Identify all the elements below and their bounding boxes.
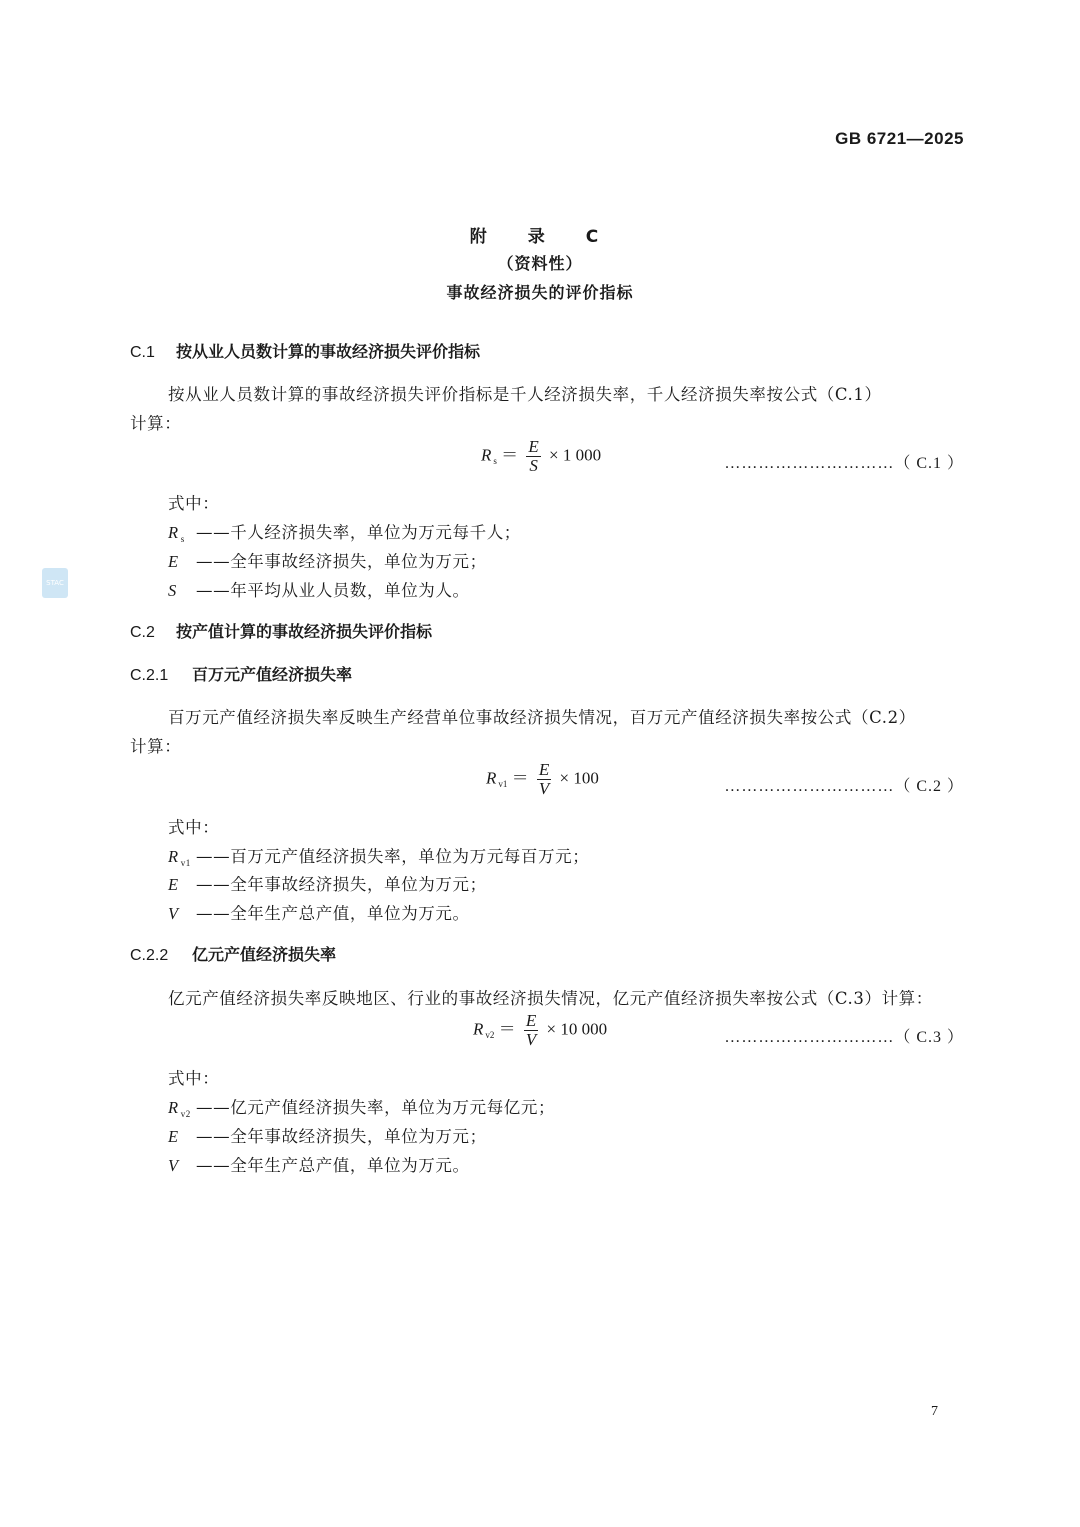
formula-equals: ＝ [501,445,519,465]
equation-number [724,450,964,473]
variable-description: ——亿元产值经济损失率，单位为万元每亿元； [196,1098,556,1117]
variable-symbol: V [168,904,179,923]
fraction-numerator: E [528,437,539,456]
section-title: 亿元产值经济损失率 [192,945,337,964]
formula-multiplier: × 100 [559,768,599,788]
formula-fraction [524,1012,538,1049]
fraction-numerator: E [525,1011,537,1030]
formula-lhs-sub: v1 [498,779,508,790]
variable-definition [168,577,470,601]
section-number: C.2 [130,624,155,641]
equation-label: （ C.3 ） [894,1029,964,1046]
section-c1-heading [130,339,480,362]
paragraph-line: 亿元产值经济损失率反映地区、行业的事故经济损失情况，亿元产值经济损失率按公式（C.3）计算： [168,989,933,1008]
equation-label: （ C.1 ） [894,455,964,472]
variable-symbol: R $_s$ [168,523,185,544]
where-label: 式中： [168,494,220,513]
formula-lhs: R [481,445,492,465]
variable-description: ——全年生产总产值，单位为万元。 [196,904,470,923]
variable-description: ——全年生产总产值，单位为万元。 [196,1156,470,1175]
paragraph-line: 计算： [130,414,182,433]
formula-multiplier: × 10 000 [546,1019,608,1039]
standard-code: GB 6721—2025 [835,129,964,148]
fraction-numerator: E [538,760,550,779]
equation-number [724,1024,964,1047]
leader-dots: ………………………… [724,455,895,472]
page-number: 7 [931,1404,938,1419]
leader-dots: ………………………… [724,778,895,795]
section-title: 按从业人员数计算的事故经济损失评价指标 [176,342,481,361]
formula-c1 [481,438,601,475]
variable-symbol: E [168,1127,179,1146]
variable-description: ——全年事故经济损失，单位为万元； [196,552,487,571]
where-label: 式中： [168,1069,220,1088]
variable-definition [168,519,521,544]
formula-lhs: R [473,1019,484,1039]
formula-c2 [486,761,599,798]
formula-fraction [526,438,540,475]
paragraph-line: 百万元产值经济损失率反映生产经营单位事故经济损失情况，百万元产值经济损失率按公式（C.2） [168,708,916,727]
variable-symbol: R $_{v1}$ [168,847,191,868]
equation-number [724,773,964,796]
variable-description: ——百万元产值经济损失率，单位为万元每百万元； [196,847,590,866]
paragraph-line: 计算： [130,737,182,756]
variable-description: ——千人经济损失率，单位为万元每千人； [196,523,521,542]
section-number: C.2.1 [130,667,169,684]
variable-symbol: E [168,552,179,571]
fraction-denominator: V [538,779,550,798]
variable-symbol: R $_{v2}$ [168,1098,191,1119]
section-title: 按产值计算的事故经济损失评价指标 [176,622,433,641]
appendix-title: 附 录 C [469,227,611,247]
appendix-type: （资料性） [497,254,583,273]
variable-definition [168,900,470,924]
paragraph-line: 按从业人员数计算的事故经济损失评价指标是千人经济损失率，千人经济损失率按公式（C.1） [168,385,882,404]
variable-definition [168,548,487,572]
section-number: C.2.2 [130,947,169,964]
variable-symbol: E [168,875,179,894]
variable-symbol: S [168,581,177,600]
formula-equals: ＝ [498,1019,516,1039]
variable-description: ——全年事故经济损失，单位为万元； [196,875,487,894]
where-label: 式中： [168,818,220,837]
fraction-denominator: S [529,456,538,475]
section-c22-heading [130,942,336,965]
variable-definition [168,843,589,868]
formula-fraction [537,761,551,798]
variable-definition [168,1123,487,1147]
section-title: 百万元产值经济损失率 [192,665,353,684]
section-number: C.1 [130,344,155,361]
section-c21-heading [130,662,352,685]
variable-description: ——全年事故经济损失，单位为万元； [196,1127,487,1146]
appendix-name: 事故经济损失的评价指标 [446,283,634,302]
variable-description: ——年平均从业人员数，单位为人。 [196,581,470,600]
watermark-logo: STAC [42,568,68,598]
formula-lhs-sub: s [493,456,497,467]
variable-definition [168,1094,555,1119]
formula-equals: ＝ [511,768,529,788]
section-c2-heading [130,619,432,642]
variable-definition [168,871,487,895]
fraction-denominator: V [525,1030,537,1049]
formula-lhs: R [486,768,497,788]
formula-lhs-sub: v2 [485,1030,495,1041]
variable-symbol: V [168,1156,179,1175]
leader-dots: ………………………… [724,1029,895,1046]
formula-multiplier: × 1 000 [549,445,602,465]
variable-definition [168,1152,470,1176]
equation-label: （ C.2 ） [894,778,964,795]
formula-c3 [473,1012,607,1049]
